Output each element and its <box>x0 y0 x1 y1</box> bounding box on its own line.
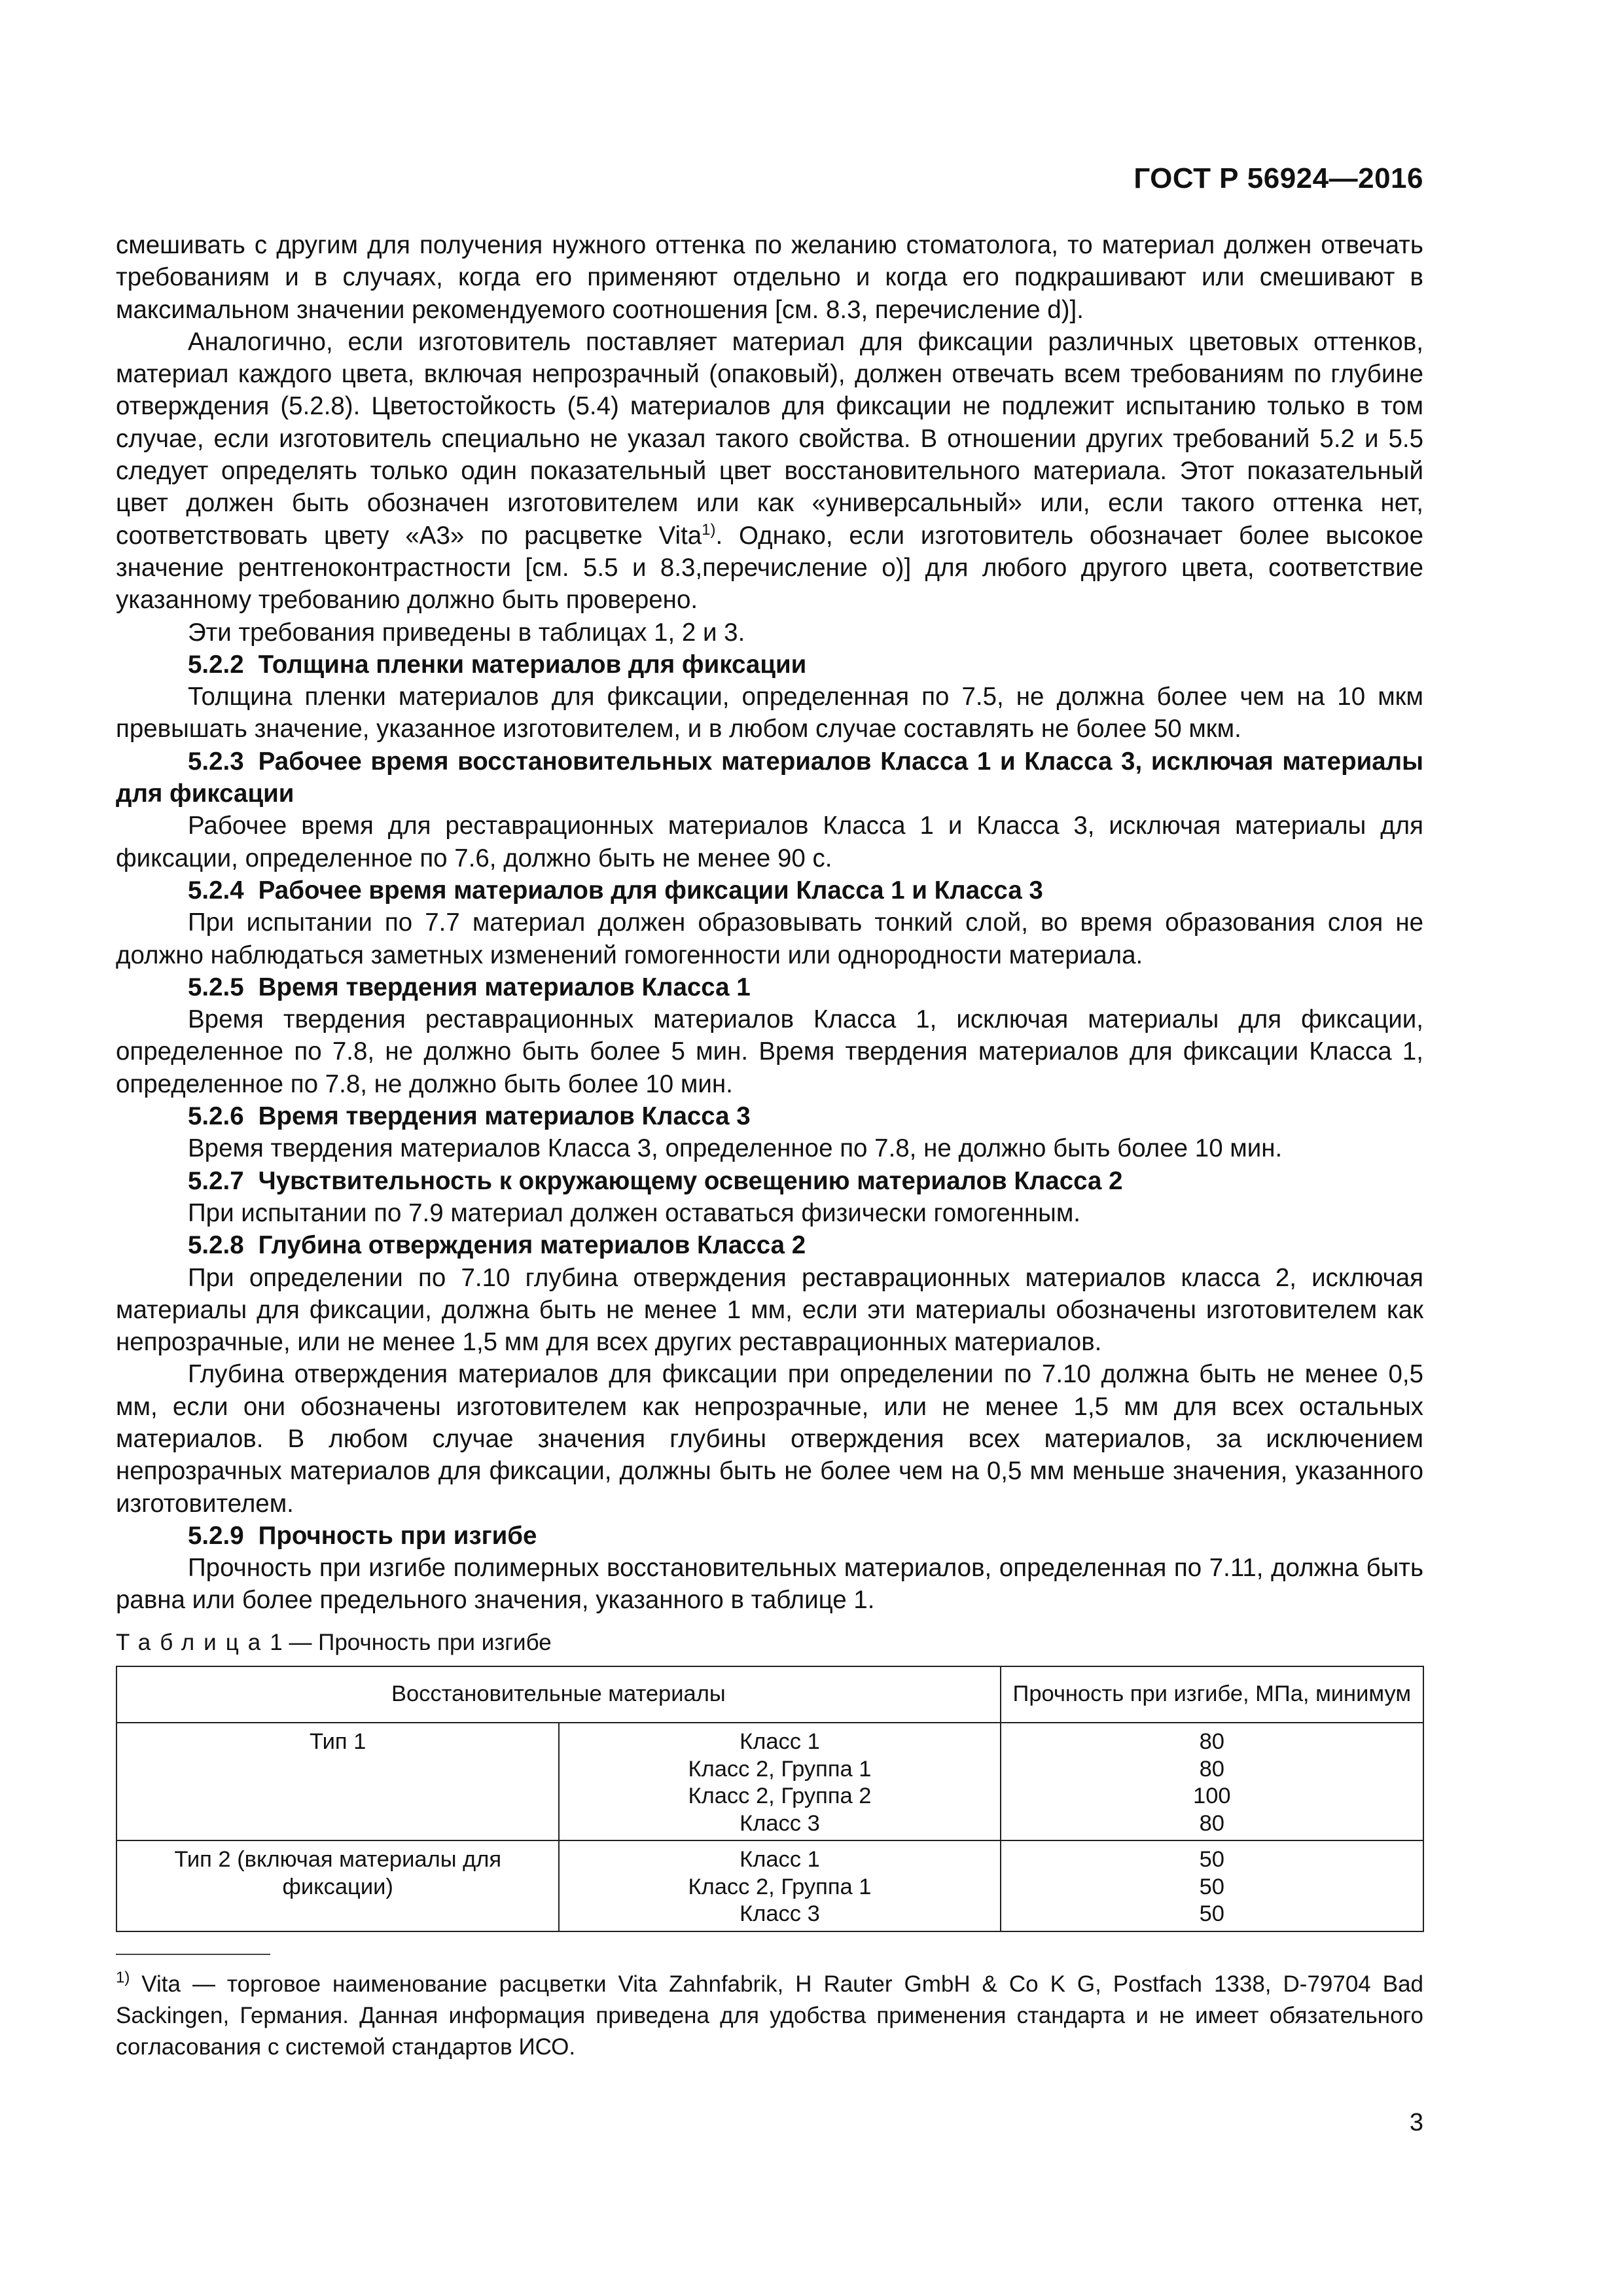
section-heading-5-2-5 <box>116 971 1423 1003</box>
caption-number: 1 <box>270 1630 283 1655</box>
section-number: 5.2.4 <box>188 876 244 905</box>
class-entry: Класс 2, Группа 1 <box>688 1756 872 1782</box>
section-number: 5.2.8 <box>188 1231 244 1260</box>
class-entry: Класс 1 <box>740 1729 820 1754</box>
document-id: ГОСТ Р 56924—2016 <box>1133 162 1423 194</box>
section-heading-5-2-8 <box>116 1229 1423 1261</box>
paragraph-text: Аналогично, если изготовитель поставляет материал для фиксации различных цветовых оттенков, материал каждого цвета, включая непрозрачный (опаковый), должен отвечать всем требованиям по глубине отверждения (5.2.8). Цветостойкость (5.4) материалов для фиксации не подлежит испытанию только в том случае, если изготовитель специально не указал такого свойства. В отношении других требований 5.2 и 5.5 следует определять только один показательный цвет восстановительного материала. Этот показательный цвет должен быть обозначен изготовителем или как «универсальный» или, если такого оттенка нет, соответствовать цвету «А3» по расцветке Vita <box>116 327 1423 550</box>
section-number: 5.2.6 <box>188 1102 244 1131</box>
class-entry: Класс 2, Группа 2 <box>688 1784 872 1808</box>
type-line: фиксации) <box>282 1874 393 1899</box>
section-title: Прочность при изгибе <box>258 1521 537 1550</box>
section-heading-5-2-9 <box>116 1520 1423 1552</box>
section-title: Рабочее время материалов для фиксации Класса 1 и Класса 3 <box>258 876 1043 905</box>
table-row <box>116 1723 1423 1840</box>
table-caption <box>116 1630 552 1656</box>
section-title: Рабочее время восстановительных материалов Класса 1 и Класса 3, исключая материалы для фиксации <box>116 747 1423 808</box>
section-number: 5.2.5 <box>188 973 244 1001</box>
paragraph: смешивать с другим для получения нужного оттенка по желанию стоматолога, то материал должен отвечать требованиям и в случаях, когда его применяют отдельно и когда его подкрашивают или смешивают в максимальном значении рекомендуемого соотношения [см. 8.3, перечисление d)]. <box>116 231 1423 324</box>
type-line: Тип 2 (включая материалы для <box>174 1847 502 1872</box>
section-title: Глубина отверждения материалов Класса 2 <box>258 1231 806 1260</box>
paragraph: При определении по 7.10 глубина отверждения реставрационных материалов класса 2, исключая материалы для фиксации, должна быть не менее 1 мм, если эти материалы обозначены изготовителем как непрозрачные, или не менее 1,5 мм для всех других реставрационных материалов. <box>116 1263 1423 1357</box>
paragraph-text: . Однако, если изготовитель обозначает более высокое значение рентгеноконтрастности [см. 5.5 и 8.3,перечисление о)] для любого другого цвета, соответствие указанному требованию должно быть проверено. <box>116 521 1423 615</box>
section-title: Чувствительность к окружающему освещению материалов Класса 2 <box>258 1166 1123 1195</box>
section-number: 5.2.7 <box>188 1166 244 1195</box>
strength-value: 80 <box>1199 1729 1224 1754</box>
table-header-row <box>116 1666 1423 1723</box>
class-entry: Класс 1 <box>740 1847 820 1872</box>
paragraph: Время твердения материалов Класса 3, определенное по 7.8, не должно быть более 10 мин. <box>188 1134 1283 1163</box>
column-header: Восстановительные материалы <box>116 1666 1001 1723</box>
footnote-mark: 1) <box>116 1969 130 1986</box>
section-title: Время твердения материалов Класса 3 <box>258 1102 751 1131</box>
column-header: Прочность при изгибе, МПа, минимум <box>1001 1666 1423 1723</box>
value-cell <box>1001 1723 1423 1840</box>
strength-value: 50 <box>1199 1874 1224 1899</box>
paragraph: Рабочее время для реставрационных материалов Класса 1 и Класса 3, исключая материалы для фиксации, определенное по 7.6, должно быть не менее 90 с. <box>116 812 1423 872</box>
strength-value: 50 <box>1199 1847 1224 1872</box>
paragraph: Глубина отверждения материалов для фиксации при определении по 7.10 должна быть не менее 0,5 мм, если они обозначены изготовителем как непрозрачные, или не менее 1,5 мм для всех остальных материалов. В любом случае значения глубины отверждения всех материалов, за исключением непрозрачных материалов для фиксации, должны быть не более чем на 0,5 мм меньше значения, указанного изготовителем. <box>116 1360 1423 1518</box>
paragraph: Толщина пленки материалов для фиксации, определенная по 7.5, не должна более чем на 10 мкм превышать значение, указанное изготовителем, и в любом случае составлять не более 50 мкм. <box>116 683 1423 744</box>
paragraph: Время твердения реставрационных материалов Класса 1, исключая материалы для фиксации, определенное по 7.8, не должно быть более 5 мин. Время твердения материалов для фиксации Класса 1, определенное по 7.8, не должно быть более 10 мин. <box>116 1005 1423 1098</box>
section-number: 5.2.9 <box>188 1521 244 1550</box>
section-number: 5.2.3 <box>188 747 244 776</box>
strength-value: 100 <box>1193 1784 1231 1808</box>
class-cell <box>559 1840 1000 1931</box>
footnote-divider <box>116 1954 270 1955</box>
section-title: Время твердения материалов Класса 1 <box>258 973 751 1001</box>
section-heading-5-2-4 <box>116 874 1423 906</box>
caption-label: Таблица <box>116 1630 270 1655</box>
value-cell <box>1001 1840 1423 1931</box>
paragraph: Прочность при изгибе полимерных восстановительных материалов, определенная по 7.11, должна быть равна или более предельного значения, указанного в таблице 1. <box>116 1554 1423 1615</box>
class-cell <box>559 1723 1000 1840</box>
strength-value: 80 <box>1199 1756 1224 1782</box>
footnote-ref[interactable]: 1) <box>702 520 716 539</box>
paragraph: Эти требования приведены в таблицах 1, 2 и 3. <box>188 618 745 647</box>
strength-value: 80 <box>1199 1810 1224 1836</box>
paragraph: При испытании по 7.7 материал должен образовывать тонкий слой, во время образования слоя не должно наблюдаться заметных изменений гомогенности или однородности материала. <box>116 908 1423 969</box>
class-entry: Класс 3 <box>740 1810 820 1836</box>
footnote <box>116 1969 1423 2063</box>
strength-value: 50 <box>1199 1901 1224 1926</box>
class-entry: Класс 3 <box>740 1901 820 1926</box>
section-heading-5-2-6 <box>116 1100 1423 1132</box>
table-row <box>116 1840 1423 1931</box>
flexural-strength-table <box>116 1666 1424 1932</box>
paragraph: При испытании по 7.9 материал должен оставаться физически гомогенным. <box>188 1198 1080 1227</box>
footnote-text: Vita — торговое наименование расцветки Vita Zahnfabrik, H Rauter GmbH & Co K G, Postfach 1338, D-79704 Bad Sackingen, Германия. Данная информация приведена для удобства применения стандарта и не имеет обязательного согласования с системой стандартов ИСО. <box>116 1971 1423 2060</box>
type-cell: Тип 1 <box>116 1723 559 1840</box>
body-text <box>116 229 1423 1617</box>
section-number: 5.2.2 <box>188 650 244 679</box>
page-number: 3 <box>1409 2109 1423 2136</box>
caption-title: — Прочность при изгибе <box>289 1630 552 1655</box>
section-heading-5-2-7 <box>116 1165 1423 1197</box>
type-cell <box>116 1840 559 1931</box>
section-heading-5-2-2 <box>116 649 1423 681</box>
paragraph <box>116 326 1423 617</box>
class-entry: Класс 2, Группа 1 <box>688 1874 872 1899</box>
section-heading-5-2-3 <box>116 745 1423 810</box>
section-title: Толщина пленки материалов для фиксации <box>258 650 807 679</box>
